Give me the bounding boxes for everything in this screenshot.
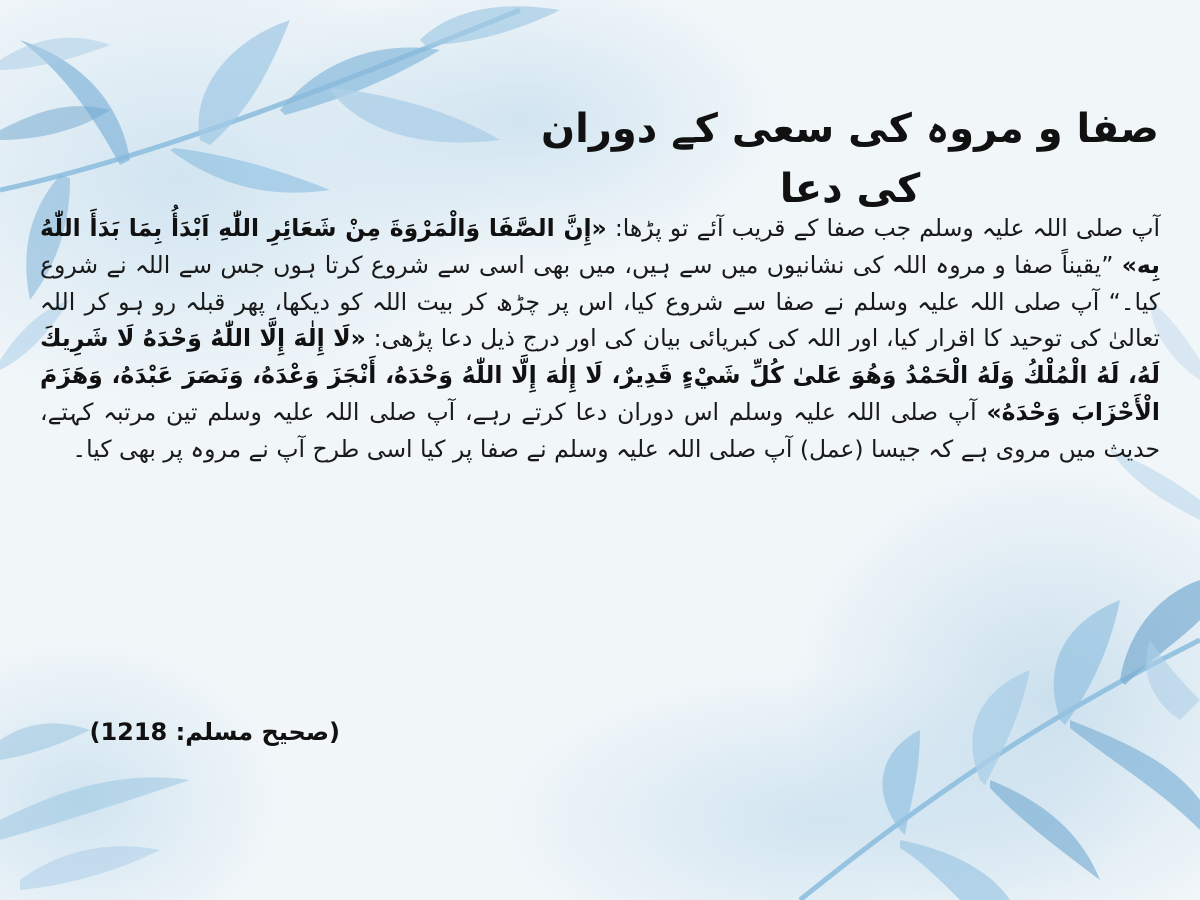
title-line-2: کی دعا [779,165,921,212]
title-line-1: صفا و مروہ کی سعی کے دوران [541,105,1159,152]
closing-text: آپ صلی اللہ علیہ وسلم اس دوران دعا کرتے رہے، آپ صلی اللہ علیہ وسلم تین مرتبہ کہتے، حدیث میں مروی ہے کہ جیسا (عمل) آپ صلی اللہ علیہ وسلم نے صفا پر کیا اسی طرح آپ نے مروہ پر بھی کیا۔ [40,397,1160,463]
intro-text: آپ صلی اللہ علیہ وسلم جب صفا کے قریب آئے تو پڑھا: [606,214,1160,242]
dua-text: «لَا إِلٰهَ إِلَّا اللّٰهُ وَحْدَهُ لَا شَرِيكَ لَهُ، لَهُ الْمُلْكُ وَلَهُ الْحَمْدُ وَهُوَ عَلىٰ كُلِّ شَيْءٍ قَدِيرٌ، لَا إِلٰهَ إِلَّا اللّٰهُ وَحْدَهُ، أَنْجَزَ وَعْدَهُ، وَنَصَرَ عَبْدَهُ، وَهَزَمَ الْأَحْزَابَ وَحْدَهُ» [40,324,1160,426]
translation-text: ”یقیناً صفا و مروہ اللہ کی نشانیوں میں سے ہیں، میں بھی اسی سے شروع کرتا ہوں جس سے اللہ نے شروع کیا۔“ آپ صلی اللہ علیہ وسلم نے صفا سے شروع کیا، اس پر چڑھ کر بیت اللہ کو دیکھا، پھر قبلہ رو ہو کر اللہ تعالیٰ کی توحید کا اقرار کیا، اور اللہ کی کبریائی بیان کی اور درج ذیل دعا پڑھی: [40,250,1160,353]
quran-verse: «إِنَّ الصَّفَا وَالْمَرْوَةَ مِنْ شَعَائِرِ اللّٰهِ اَبْدَأُ بِمَا بَدَأَ اللّٰهُ بِه» [40,214,1160,279]
hadith-paragraph [40,210,1160,468]
hadith-reference: (صحیح مسلم: 1218) [89,718,340,746]
page-title [540,99,1160,219]
